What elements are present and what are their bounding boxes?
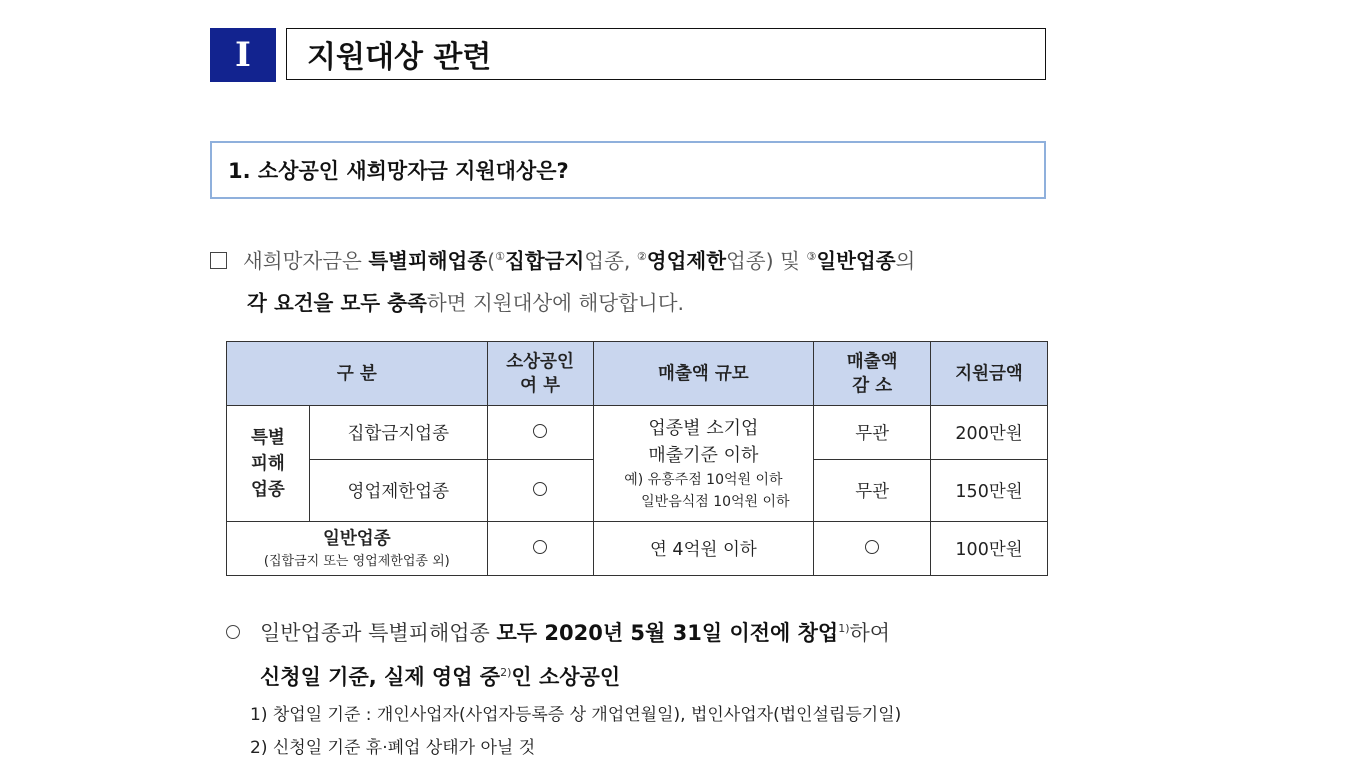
section-title: 지원대상 관련 [286, 28, 1046, 80]
special-sales: 업종별 소기업 매출기준 이하 예) 유흥주점 10억원 이하 일반음식점 10억원 이하 [593, 406, 814, 522]
row-small-biz [487, 522, 593, 576]
row-sales: 연 4억원 이하 [593, 522, 814, 576]
row-type: 집합금지업종 [309, 406, 487, 460]
header-decrease: 매출액 감 소 [814, 342, 931, 406]
table-row [227, 522, 1048, 576]
question-heading: 1. 소상공인 새희망자금 지원대상은? [210, 141, 1046, 199]
header-amount: 지원금액 [931, 342, 1048, 406]
header-small-biz: 소상공인 여 부 [487, 342, 593, 406]
row-type: 일반업종 (집합금지 또는 영업제한업종 외) [227, 522, 488, 576]
support-table [226, 341, 1048, 576]
row-decrease: 무관 [814, 406, 931, 460]
section-number: Ⅰ [210, 28, 276, 82]
footnote-1: 1) 창업일 기준 : 개인사업자(사업자등록증 상 개업연월일), 법인사업자(법인설립등기일) [250, 705, 902, 725]
row-decrease [814, 522, 931, 576]
circle-mark-icon [865, 540, 879, 554]
table-header-row [227, 342, 1048, 406]
intro-paragraph: 새희망자금은 특별피해업종(①집합금지업종, ②영업제한업종) 및 ③일반업종의 각 요건을 모두 충족하면 지원대상에 해당합니다. [210, 236, 1070, 324]
bullet-circle-icon [226, 625, 240, 639]
row-amount: 100만원 [931, 522, 1048, 576]
circle-mark-icon [533, 424, 547, 438]
checkbox-icon [210, 252, 227, 269]
circle-mark-icon [533, 540, 547, 554]
eligibility-bullet: 일반업종과 특별피해업종 모두 2020년 5월 31일 이전에 창업$^{1)}$하여 신청일 기준, 실제 영업 중$^{2)}$인 소상공인 [226, 609, 1066, 697]
row-small-biz [487, 406, 593, 460]
row-decrease: 무관 [814, 460, 931, 522]
table-row [227, 406, 1048, 460]
special-group-label: 특별 피해 업종 [227, 406, 310, 522]
circle-mark-icon [533, 482, 547, 496]
row-amount: 150만원 [931, 460, 1048, 522]
footnote-2: 2) 신청일 기준 휴·폐업 상태가 아닐 것 [250, 738, 536, 758]
row-small-biz [487, 460, 593, 522]
header-sales: 매출액 규모 [593, 342, 814, 406]
row-amount: 200만원 [931, 406, 1048, 460]
row-type: 영업제한업종 [309, 460, 487, 522]
header-category: 구 분 [227, 342, 488, 406]
